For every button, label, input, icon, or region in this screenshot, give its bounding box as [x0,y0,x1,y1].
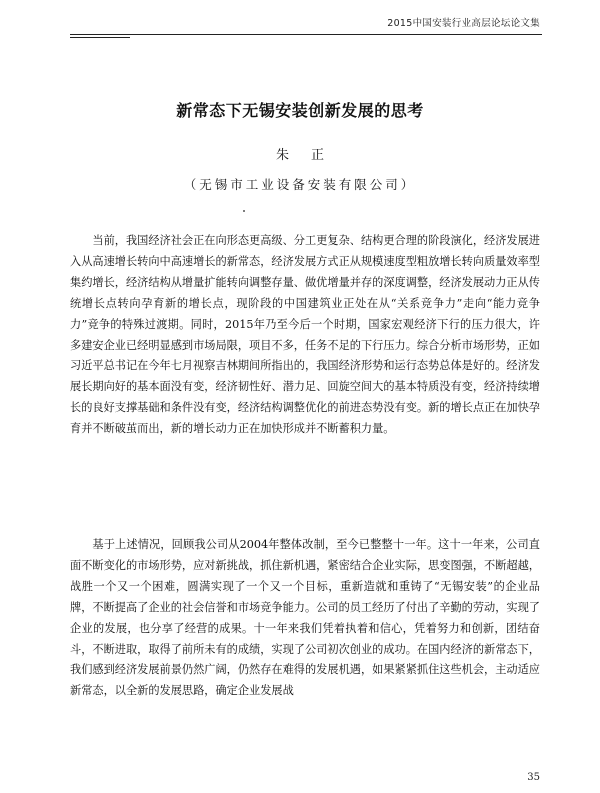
article-author: 朱正 [275,148,346,163]
running-header: 2015中国安装行业高层论坛论文集 [387,18,540,29]
page-number: 35 [527,772,540,783]
article-title: 新常态下无锡安装创新发展的思考 [176,101,424,120]
scan-speck [243,210,245,212]
body-paragraph-1: 当前，我国经济社会正在向形态更高级、分工更复杂、结构更合理的阶段演化，经济发展进入从高速增长转向中高速增长的新常态，经济发展方式正从规模速度型粗放增长转向质量效率型集约增长，经济结构从增量扩能转向调整存量、做优增量并存的深度调整，经济发展动力正从传统增长点转向孕育新的增长点，现阶段的中国建筑业正处在从“关系竞争力”走向“能力竞争力”竞争的特殊过渡期。同时，2015年乃至今后一个时期，国家宏观经济下行的压力很大，许多建安企业已经明显感到市场局限，项目不多，任务不足的下行压力。综合分析市场形势，正如习近平总书记在今年七月视察吉林期间所指出的，我国经济形势和运行态势总体是好的。经济发展长期向好的基本面没有变，经济韧性好、潜力足、回旋空间大的基本特质没有变，经济持续增长的良好支撑基础和条件没有变，经济结构调整优化的前进态势没有变。新的增长点正在加快孕育并不断破茧而出，新的增长动力正在加快形成并不断蓄积力量。 [70,234,540,436]
header-rule-accent [70,37,130,38]
header-rule [70,34,542,35]
article-affiliation: （无锡市工业设备安装有限公司） [183,177,417,192]
body-paragraph-2: 基于上述情况，回顾我公司从2004年整体改制，至今已整整十一年。这十一年来，公司直面不断变化的市场形势，应对新挑战，抓住新机遇，紧密结合企业实际，思变图强，不断超越，战胜一个又一个困难，圆满实现了一个又一个目标，重新造就和重铸了“无锡安装”的企业品牌，不断提高了企业的社会信誉和市场竞争能力。公司的员工经历了付出了辛勤的劳动，实现了企业的发展，也分享了经营的成果。十一年来我们凭着执着和信心，凭着努力和创新，团结奋斗，不断进取，取得了前所未有的成绩，实现了公司初次创业的成功。在国内经济的新常态下，我们感到经济发展前景仍然广阔，仍然存在难得的发展机遇，如果紧紧抓住这些机会，主动适应新常态，以全新的发展思路，确定企业发展战 [70,538,540,698]
